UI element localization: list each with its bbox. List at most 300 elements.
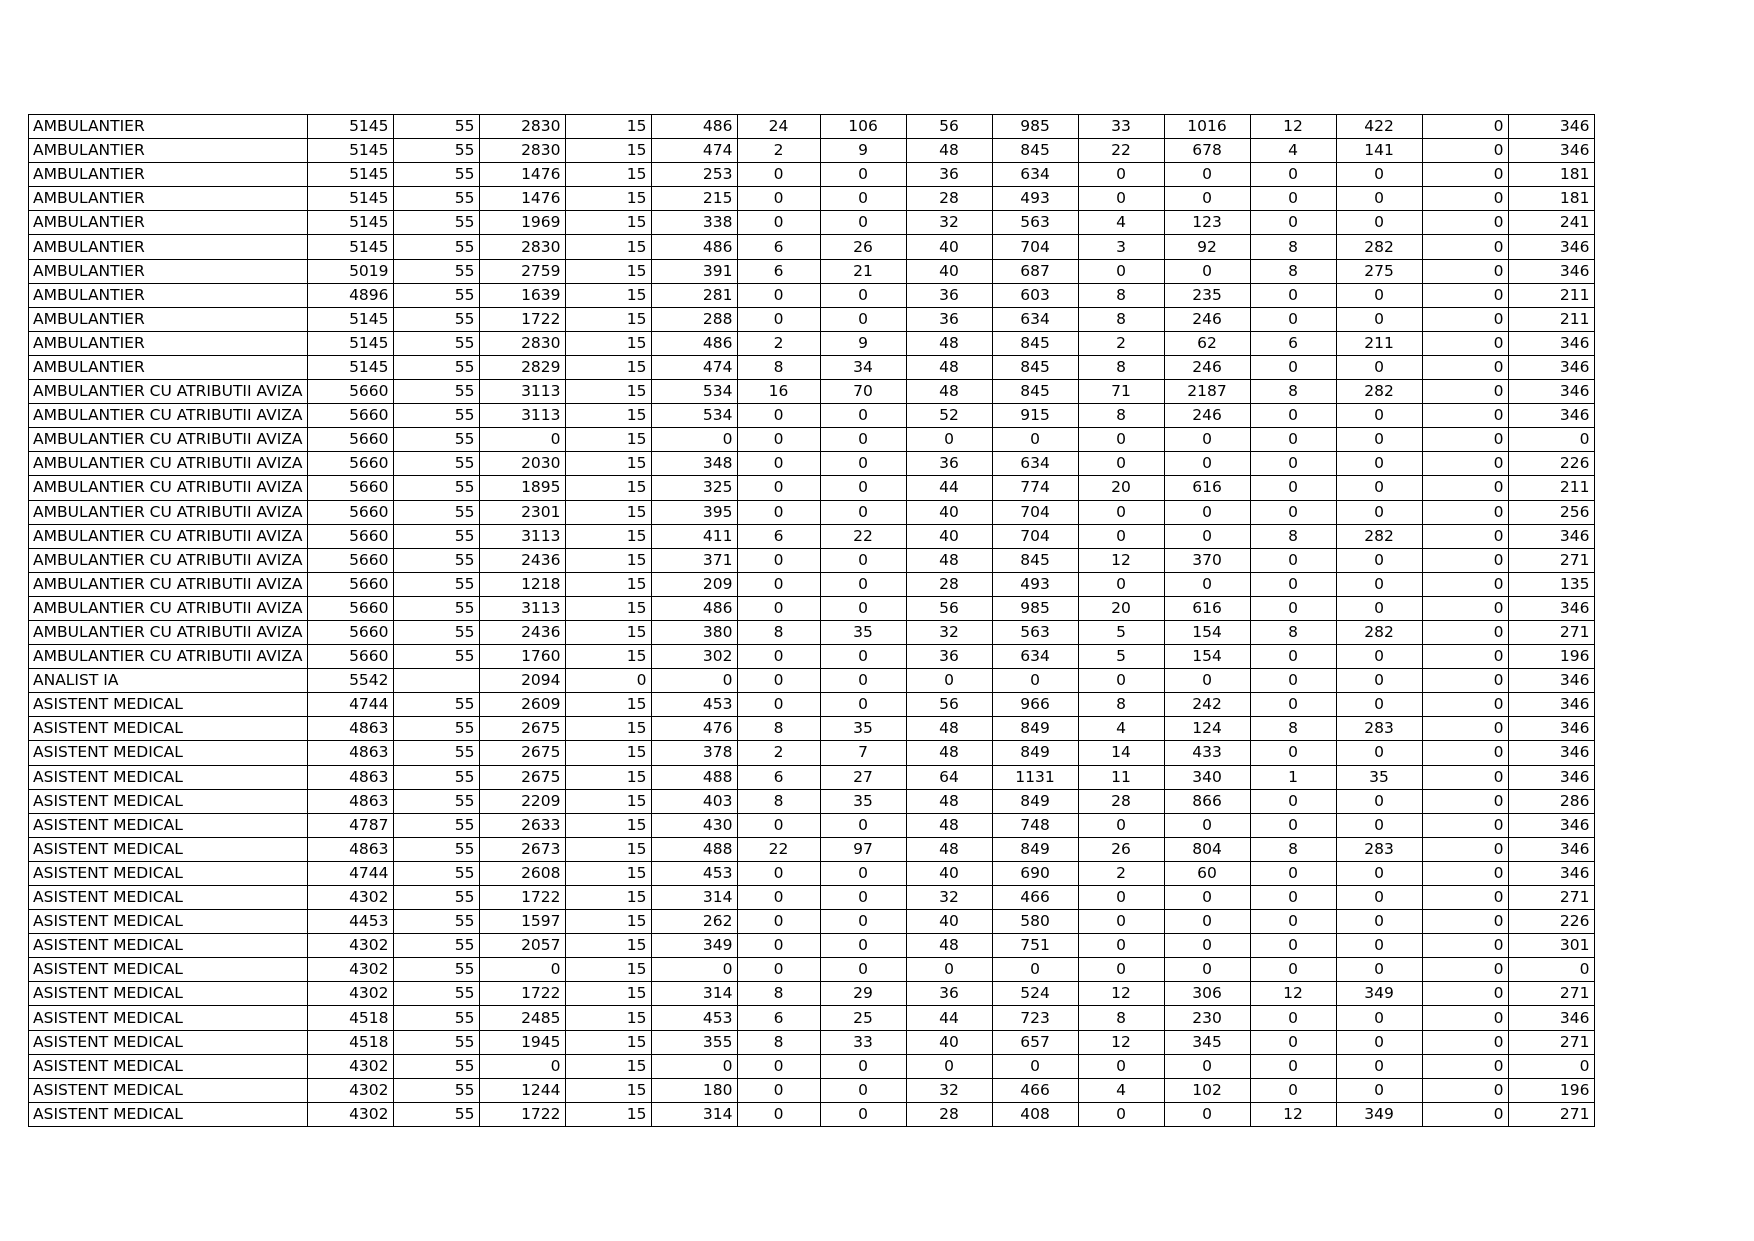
table-row	[29, 1078, 1595, 1102]
value-cell: 690	[992, 861, 1078, 885]
value-cell: 0	[1422, 1078, 1508, 1102]
value-cell: 1895	[479, 476, 565, 500]
value-cell: 2609	[479, 693, 565, 717]
value-cell: 15	[565, 645, 651, 669]
value-cell: 534	[651, 404, 737, 428]
value-cell: 0	[1078, 669, 1164, 693]
value-cell: 0	[1078, 500, 1164, 524]
value-cell: 32	[906, 886, 992, 910]
value-cell: 2	[1078, 861, 1164, 885]
value-cell: 52	[906, 404, 992, 428]
value-cell: 226	[1508, 452, 1594, 476]
value-cell: 48	[906, 717, 992, 741]
value-cell: 0	[1422, 1102, 1508, 1126]
value-cell: 486	[651, 596, 737, 620]
table-row	[29, 1006, 1595, 1030]
value-cell: 55	[393, 524, 479, 548]
value-cell: 0	[1250, 789, 1336, 813]
value-cell: 0	[737, 596, 820, 620]
value-cell: 845	[992, 380, 1078, 404]
value-cell: 8	[1078, 283, 1164, 307]
value-cell: 36	[906, 283, 992, 307]
table-row	[29, 355, 1595, 379]
value-cell: 0	[1422, 1054, 1508, 1078]
value-cell: 2	[737, 139, 820, 163]
value-cell: 15	[565, 813, 651, 837]
value-cell: 0	[1250, 1030, 1336, 1054]
value-cell: 97	[820, 837, 906, 861]
job-title-cell: ASISTENT MEDICAL	[29, 958, 308, 982]
value-cell: 0	[1250, 1054, 1336, 1078]
value-cell: 314	[651, 886, 737, 910]
value-cell: 15	[565, 428, 651, 452]
value-cell: 314	[651, 1102, 737, 1126]
value-cell: 4863	[307, 765, 393, 789]
job-title-cell: ASISTENT MEDICAL	[29, 837, 308, 861]
value-cell: 25	[820, 1006, 906, 1030]
value-cell: 48	[906, 548, 992, 572]
value-cell: 345	[1164, 1030, 1250, 1054]
value-cell: 154	[1164, 645, 1250, 669]
value-cell: 40	[906, 235, 992, 259]
value-cell: 211	[1508, 476, 1594, 500]
value-cell: 0	[737, 813, 820, 837]
value-cell: 55	[393, 958, 479, 982]
job-title-cell: ASISTENT MEDICAL	[29, 717, 308, 741]
value-cell: 5145	[307, 115, 393, 139]
value-cell: 493	[992, 187, 1078, 211]
value-cell: 346	[1508, 1006, 1594, 1030]
value-cell: 349	[1336, 982, 1422, 1006]
value-cell: 486	[651, 235, 737, 259]
value-cell: 0	[1250, 163, 1336, 187]
value-cell: 0	[1336, 789, 1422, 813]
value-cell: 15	[565, 1102, 651, 1126]
value-cell: 0	[1422, 524, 1508, 548]
value-cell: 0	[1250, 934, 1336, 958]
value-cell: 346	[1508, 404, 1594, 428]
value-cell: 0	[1422, 1006, 1508, 1030]
value-cell: 5660	[307, 572, 393, 596]
value-cell: 0	[1078, 813, 1164, 837]
value-cell: 5145	[307, 139, 393, 163]
job-title-cell: ASISTENT MEDICAL	[29, 861, 308, 885]
value-cell: 15	[565, 765, 651, 789]
value-cell: 35	[1336, 765, 1422, 789]
value-cell: 48	[906, 139, 992, 163]
table-row	[29, 958, 1595, 982]
value-cell: 8	[737, 982, 820, 1006]
value-cell: 55	[393, 380, 479, 404]
value-cell: 804	[1164, 837, 1250, 861]
job-title-cell: AMBULANTIER	[29, 211, 308, 235]
value-cell: 22	[737, 837, 820, 861]
value-cell: 0	[1508, 1054, 1594, 1078]
value-cell: 0	[1422, 1030, 1508, 1054]
value-cell: 0	[1250, 187, 1336, 211]
job-title-cell: AMBULANTIER CU ATRIBUTII AVIZA	[29, 596, 308, 620]
value-cell: 704	[992, 235, 1078, 259]
value-cell: 845	[992, 548, 1078, 572]
value-cell: 35	[820, 620, 906, 644]
value-cell: 5019	[307, 259, 393, 283]
value-cell: 282	[1336, 620, 1422, 644]
value-cell: 0	[1164, 572, 1250, 596]
value-cell: 0	[1336, 283, 1422, 307]
value-cell: 0	[820, 307, 906, 331]
value-cell: 15	[565, 524, 651, 548]
value-cell: 0	[1422, 452, 1508, 476]
value-cell: 15	[565, 982, 651, 1006]
value-cell: 346	[1508, 115, 1594, 139]
job-title-cell: AMBULANTIER	[29, 187, 308, 211]
job-title-cell: AMBULANTIER CU ATRIBUTII AVIZA	[29, 524, 308, 548]
value-cell: 12	[1078, 1030, 1164, 1054]
value-cell: 0	[1422, 307, 1508, 331]
value-cell: 0	[820, 163, 906, 187]
value-cell: 2030	[479, 452, 565, 476]
value-cell: 1	[1250, 765, 1336, 789]
value-cell: 563	[992, 211, 1078, 235]
value-cell: 0	[1078, 910, 1164, 934]
value-cell: 0	[1164, 886, 1250, 910]
value-cell: 15	[565, 139, 651, 163]
value-cell: 4302	[307, 1102, 393, 1126]
value-cell: 0	[1336, 1006, 1422, 1030]
value-cell: 40	[906, 861, 992, 885]
value-cell: 2830	[479, 331, 565, 355]
value-cell: 966	[992, 693, 1078, 717]
value-cell: 3113	[479, 596, 565, 620]
job-title-cell: ASISTENT MEDICAL	[29, 1054, 308, 1078]
value-cell: 44	[906, 476, 992, 500]
value-cell: 0	[1250, 404, 1336, 428]
value-cell: 302	[651, 645, 737, 669]
table-row	[29, 163, 1595, 187]
value-cell: 524	[992, 982, 1078, 1006]
value-cell: 15	[565, 452, 651, 476]
value-cell: 2	[737, 331, 820, 355]
value-cell: 0	[1250, 572, 1336, 596]
value-cell: 0	[479, 1054, 565, 1078]
job-title-cell: ASISTENT MEDICAL	[29, 765, 308, 789]
value-cell: 849	[992, 717, 1078, 741]
value-cell: 48	[906, 837, 992, 861]
value-cell: 0	[1164, 452, 1250, 476]
value-cell	[393, 669, 479, 693]
value-cell: 634	[992, 307, 1078, 331]
value-cell: 48	[906, 741, 992, 765]
value-cell: 0	[1422, 669, 1508, 693]
value-cell: 55	[393, 645, 479, 669]
value-cell: 5	[1078, 620, 1164, 644]
value-cell: 748	[992, 813, 1078, 837]
value-cell: 55	[393, 1078, 479, 1102]
value-cell: 0	[1336, 669, 1422, 693]
value-cell: 4	[1078, 717, 1164, 741]
value-cell: 355	[651, 1030, 737, 1054]
value-cell: 271	[1508, 620, 1594, 644]
value-cell: 0	[1336, 886, 1422, 910]
table-row	[29, 596, 1595, 620]
value-cell: 0	[1422, 355, 1508, 379]
value-cell: 4744	[307, 861, 393, 885]
value-cell: 2673	[479, 837, 565, 861]
value-cell: 0	[1422, 404, 1508, 428]
value-cell: 0	[1164, 500, 1250, 524]
value-cell: 4863	[307, 837, 393, 861]
value-cell: 5145	[307, 163, 393, 187]
value-cell: 346	[1508, 717, 1594, 741]
value-cell: 0	[820, 476, 906, 500]
value-cell: 15	[565, 1030, 651, 1054]
value-cell: 0	[1164, 524, 1250, 548]
value-cell: 55	[393, 163, 479, 187]
value-cell: 3113	[479, 524, 565, 548]
value-cell: 0	[737, 958, 820, 982]
value-cell: 1969	[479, 211, 565, 235]
value-cell: 15	[565, 355, 651, 379]
value-cell: 4863	[307, 741, 393, 765]
value-cell: 0	[1250, 452, 1336, 476]
value-cell: 0	[737, 861, 820, 885]
job-title-cell: AMBULANTIER	[29, 331, 308, 355]
value-cell: 0	[1336, 645, 1422, 669]
value-cell: 0	[820, 1054, 906, 1078]
value-cell: 55	[393, 404, 479, 428]
value-cell: 657	[992, 1030, 1078, 1054]
job-title-cell: ASISTENT MEDICAL	[29, 886, 308, 910]
job-title-cell: AMBULANTIER	[29, 283, 308, 307]
value-cell: 92	[1164, 235, 1250, 259]
value-cell: 0	[737, 934, 820, 958]
value-cell: 1476	[479, 187, 565, 211]
value-cell: 5145	[307, 187, 393, 211]
value-cell: 2485	[479, 1006, 565, 1030]
value-cell: 723	[992, 1006, 1078, 1030]
value-cell: 687	[992, 259, 1078, 283]
value-cell: 15	[565, 1078, 651, 1102]
value-cell: 0	[1422, 572, 1508, 596]
value-cell: 0	[1250, 645, 1336, 669]
value-cell: 0	[906, 428, 992, 452]
value-cell: 346	[1508, 259, 1594, 283]
value-cell: 453	[651, 693, 737, 717]
value-cell: 634	[992, 645, 1078, 669]
value-cell: 0	[737, 452, 820, 476]
value-cell: 0	[1250, 861, 1336, 885]
value-cell: 8	[1078, 355, 1164, 379]
value-cell: 0	[992, 958, 1078, 982]
value-cell: 0	[1336, 187, 1422, 211]
value-cell: 0	[1336, 500, 1422, 524]
job-title-cell: AMBULANTIER CU ATRIBUTII AVIZA	[29, 476, 308, 500]
job-title-cell: ANALIST IA	[29, 669, 308, 693]
value-cell: 4302	[307, 886, 393, 910]
value-cell: 0	[1336, 741, 1422, 765]
value-cell: 48	[906, 813, 992, 837]
value-cell: 8	[1250, 620, 1336, 644]
value-cell: 0	[1164, 813, 1250, 837]
value-cell: 0	[1078, 259, 1164, 283]
value-cell: 55	[393, 693, 479, 717]
value-cell: 40	[906, 259, 992, 283]
value-cell: 0	[1078, 886, 1164, 910]
job-title-cell: AMBULANTIER CU ATRIBUTII AVIZA	[29, 404, 308, 428]
value-cell: 15	[565, 934, 651, 958]
value-cell: 0	[820, 645, 906, 669]
job-title-cell: AMBULANTIER	[29, 355, 308, 379]
value-cell: 215	[651, 187, 737, 211]
value-cell: 0	[737, 163, 820, 187]
value-cell: 0	[1422, 620, 1508, 644]
job-title-cell: AMBULANTIER	[29, 139, 308, 163]
value-cell: 1722	[479, 982, 565, 1006]
value-cell: 36	[906, 982, 992, 1006]
value-cell: 55	[393, 934, 479, 958]
value-cell: 32	[906, 211, 992, 235]
table-row	[29, 572, 1595, 596]
value-cell: 26	[820, 235, 906, 259]
value-cell: 56	[906, 115, 992, 139]
value-cell: 0	[737, 211, 820, 235]
value-cell: 0	[1336, 958, 1422, 982]
value-cell: 15	[565, 1006, 651, 1030]
value-cell: 4744	[307, 693, 393, 717]
value-cell: 0	[1422, 259, 1508, 283]
value-cell: 2301	[479, 500, 565, 524]
value-cell: 391	[651, 259, 737, 283]
value-cell: 29	[820, 982, 906, 1006]
value-cell: 0	[992, 669, 1078, 693]
value-cell: 985	[992, 596, 1078, 620]
table-row	[29, 741, 1595, 765]
value-cell: 55	[393, 1102, 479, 1126]
value-cell: 0	[1336, 910, 1422, 934]
value-cell: 0	[820, 452, 906, 476]
value-cell: 196	[1508, 645, 1594, 669]
value-cell: 8	[1250, 235, 1336, 259]
value-cell: 5660	[307, 596, 393, 620]
value-cell: 4518	[307, 1006, 393, 1030]
value-cell: 15	[565, 259, 651, 283]
value-cell: 55	[393, 235, 479, 259]
value-cell: 40	[906, 524, 992, 548]
table-row	[29, 1030, 1595, 1054]
value-cell: 33	[1078, 115, 1164, 139]
value-cell: 55	[393, 620, 479, 644]
value-cell: 55	[393, 187, 479, 211]
value-cell: 4302	[307, 958, 393, 982]
value-cell: 6	[1250, 331, 1336, 355]
value-cell: 0	[1422, 958, 1508, 982]
value-cell: 55	[393, 428, 479, 452]
job-title-cell: ASISTENT MEDICAL	[29, 1078, 308, 1102]
value-cell: 0	[1164, 1054, 1250, 1078]
value-cell: 22	[1078, 139, 1164, 163]
job-title-cell: ASISTENT MEDICAL	[29, 982, 308, 1006]
value-cell: 0	[820, 596, 906, 620]
value-cell: 5660	[307, 428, 393, 452]
value-cell: 1218	[479, 572, 565, 596]
table-row	[29, 934, 1595, 958]
value-cell: 0	[1422, 861, 1508, 885]
value-cell: 262	[651, 910, 737, 934]
value-cell: 15	[565, 404, 651, 428]
value-cell: 8	[737, 717, 820, 741]
value-cell: 253	[651, 163, 737, 187]
value-cell: 55	[393, 259, 479, 283]
value-cell: 1639	[479, 283, 565, 307]
value-cell: 453	[651, 861, 737, 885]
value-cell: 123	[1164, 211, 1250, 235]
value-cell: 7	[820, 741, 906, 765]
value-cell: 0	[1078, 524, 1164, 548]
value-cell: 0	[906, 669, 992, 693]
value-cell: 282	[1336, 380, 1422, 404]
value-cell: 5660	[307, 452, 393, 476]
value-cell: 0	[820, 813, 906, 837]
value-cell: 0	[1250, 886, 1336, 910]
value-cell: 346	[1508, 331, 1594, 355]
value-cell: 12	[1078, 982, 1164, 1006]
value-cell: 0	[1250, 307, 1336, 331]
value-cell: 0	[651, 958, 737, 982]
value-cell: 5542	[307, 669, 393, 693]
value-cell: 55	[393, 789, 479, 813]
job-title-cell: AMBULANTIER	[29, 115, 308, 139]
value-cell: 2830	[479, 115, 565, 139]
job-title-cell: AMBULANTIER CU ATRIBUTII AVIZA	[29, 645, 308, 669]
value-cell: 271	[1508, 886, 1594, 910]
value-cell: 1016	[1164, 115, 1250, 139]
value-cell: 15	[565, 693, 651, 717]
value-cell: 2187	[1164, 380, 1250, 404]
value-cell: 380	[651, 620, 737, 644]
table-row	[29, 548, 1595, 572]
value-cell: 135	[1508, 572, 1594, 596]
value-cell: 0	[1164, 669, 1250, 693]
value-cell: 0	[820, 1102, 906, 1126]
value-cell: 36	[906, 163, 992, 187]
value-cell: 378	[651, 741, 737, 765]
value-cell: 28	[906, 187, 992, 211]
value-cell: 4453	[307, 910, 393, 934]
value-cell: 8	[1078, 307, 1164, 331]
table-row	[29, 452, 1595, 476]
job-title-cell: AMBULANTIER CU ATRIBUTII AVIZA	[29, 380, 308, 404]
value-cell: 0	[1250, 693, 1336, 717]
value-cell: 0	[1422, 548, 1508, 572]
value-cell: 2	[737, 741, 820, 765]
table-row	[29, 428, 1595, 452]
value-cell: 866	[1164, 789, 1250, 813]
value-cell: 36	[906, 645, 992, 669]
value-cell: 55	[393, 115, 479, 139]
value-cell: 0	[1422, 693, 1508, 717]
value-cell: 0	[820, 886, 906, 910]
value-cell: 15	[565, 307, 651, 331]
value-cell: 0	[1078, 452, 1164, 476]
value-cell: 774	[992, 476, 1078, 500]
value-cell: 453	[651, 1006, 737, 1030]
value-cell: 0	[1078, 428, 1164, 452]
value-cell: 0	[737, 669, 820, 693]
value-cell: 71	[1078, 380, 1164, 404]
value-cell: 0	[1422, 645, 1508, 669]
value-cell: 2057	[479, 934, 565, 958]
value-cell: 1760	[479, 645, 565, 669]
